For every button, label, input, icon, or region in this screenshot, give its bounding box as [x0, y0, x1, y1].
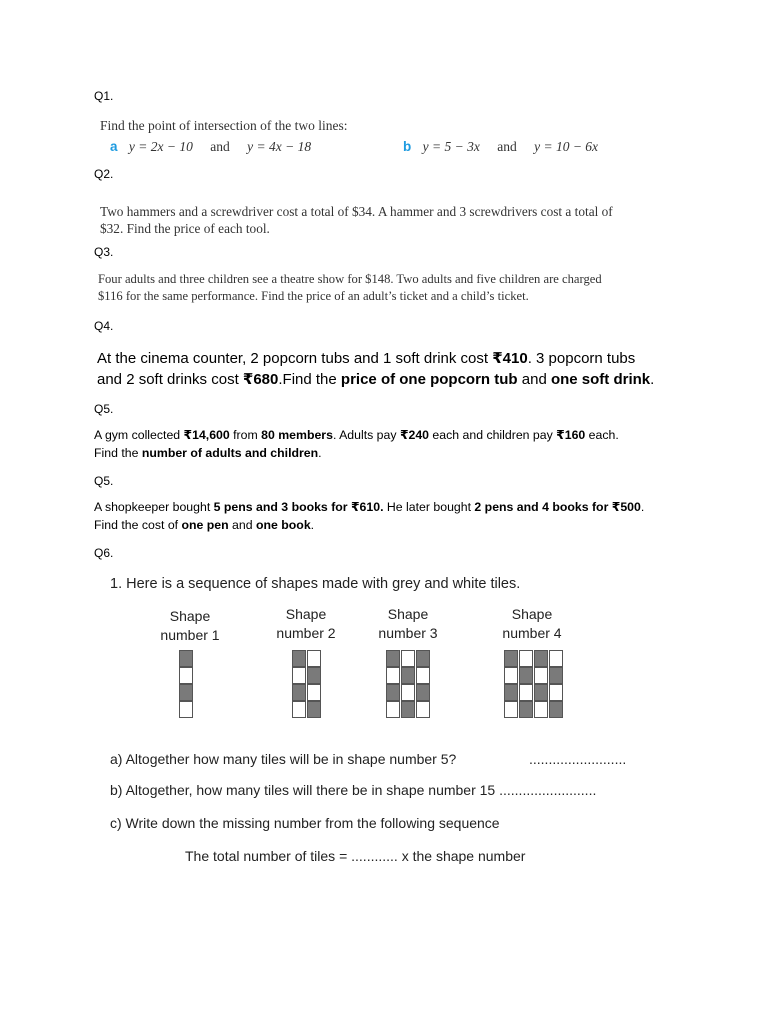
q2-label: Q2.: [94, 167, 114, 181]
q4-text-6: .: [650, 371, 655, 388]
q6-part-a: a) Altogether how many tiles will be in shape number 5?: [110, 751, 457, 767]
tile: [307, 701, 321, 718]
tile: [416, 650, 430, 667]
tile: [534, 650, 548, 667]
tile: [386, 650, 400, 667]
tile: [307, 667, 321, 684]
q3-line-2: $116 for the same performance. Find the price of an adult’s ticket and a child’s ticket.: [98, 289, 529, 303]
q5b-text-1: A shopkeeper bought: [94, 500, 214, 514]
shape-4-word: Shape: [511, 606, 553, 622]
shape-1-number: number 1: [160, 627, 220, 643]
tile: [179, 701, 193, 718]
q1b-equation-2: y = 10 − 6x: [534, 139, 599, 154]
q5a-text-2: from: [229, 428, 262, 442]
tile: [504, 684, 518, 701]
tile: [519, 667, 533, 684]
tile: [401, 667, 415, 684]
q6-intro: 1. Here is a sequence of shapes made with grey and white tiles.: [110, 576, 521, 592]
tile: [401, 684, 415, 701]
tile: [504, 667, 518, 684]
q1-instruction: Find the point of intersection of the two lines:: [100, 118, 348, 133]
q5a-child-price: ₹160: [556, 428, 586, 442]
q6-part-b: b) Altogether, how many tiles will there be in shape number 15 .........................: [110, 782, 597, 798]
shape-3-number: number 3: [378, 625, 438, 641]
q5a-members: 80 members: [261, 428, 333, 442]
q5b-text-3: .: [640, 500, 645, 514]
q5b-ask-1: one pen: [181, 518, 229, 532]
q5b-text-4: Find the cost of: [94, 518, 182, 532]
tile: [179, 684, 193, 701]
q5a-text-1: A gym collected: [94, 428, 184, 442]
tile: [504, 650, 518, 667]
tile: [292, 650, 306, 667]
q3-line-1: Four adults and three children see a theatre show for $148. Two adults and five children are charged: [98, 272, 602, 286]
tile: [307, 684, 321, 701]
tile: [386, 701, 400, 718]
q5-shop-text: [94, 498, 694, 534]
q1-part-b: [403, 139, 598, 155]
q5a-text-5: each.: [585, 428, 619, 442]
q5b-ask-2: one book: [256, 518, 311, 532]
shape-2-caption: [261, 605, 351, 643]
shape-3-word: Shape: [387, 606, 429, 622]
shape-3-caption: [363, 605, 453, 643]
tile: [401, 650, 415, 667]
part-letter-a: a: [110, 139, 118, 154]
tile: [534, 667, 548, 684]
q2-line-1: Two hammers and a screwdriver cost a total of $34. A hammer and 3 screwdrivers cost a total of: [100, 204, 613, 219]
q4-text-2: . 3 popcorn tubs: [527, 350, 636, 367]
q1a-equation-1: y = 2x − 10: [128, 139, 193, 154]
q5b-purchase-1: 5 pens and 3 books for ₹610.: [213, 500, 384, 514]
q5-gym-text: [94, 426, 694, 462]
q5-shop-label: Q5.: [94, 474, 114, 488]
shape-4-number: number 4: [502, 625, 562, 641]
tile: [179, 650, 193, 667]
tile: [307, 650, 321, 667]
q3-label: Q3.: [94, 245, 114, 259]
tile: [416, 684, 430, 701]
tile: [292, 701, 306, 718]
tile: [549, 667, 563, 684]
q5b-text-2: He later bought: [383, 500, 475, 514]
q3-text: [98, 271, 602, 305]
tile: [549, 684, 563, 701]
q1-part-a: [110, 139, 311, 155]
tile: [549, 701, 563, 718]
q4-ask-1: price of one popcorn tub: [340, 371, 518, 388]
shape-2-word: Shape: [285, 606, 327, 622]
shape-1-word: Shape: [169, 608, 211, 624]
shape-2-number: number 2: [276, 625, 336, 641]
shape-2-tiles: [292, 650, 324, 720]
tile: [549, 650, 563, 667]
q4-ask-2: one soft drink: [550, 371, 651, 388]
tile: [292, 667, 306, 684]
tile: [292, 684, 306, 701]
q6-formula: The total number of tiles = ............ x the shape number: [185, 848, 526, 864]
q5a-adult-price: ₹240: [399, 428, 430, 442]
tile: [386, 684, 400, 701]
q4-text-3: and 2 soft drinks cost: [97, 371, 243, 388]
tile: [179, 667, 193, 684]
q1b-and: and: [497, 139, 517, 154]
q5a-text-7: .: [318, 446, 322, 460]
q4-price-2: ₹680: [242, 371, 279, 388]
tile: [534, 684, 548, 701]
q4-text-4: .Find the: [278, 371, 341, 388]
q1b-equation-1: y = 5 − 3x: [422, 139, 480, 154]
q4-label: Q4.: [94, 319, 114, 333]
q5a-total: ₹14,600: [183, 428, 230, 442]
tile: [519, 701, 533, 718]
q2-text: [100, 203, 680, 237]
q1a-equation-2: y = 4x − 18: [247, 139, 312, 154]
q5b-text-6: .: [310, 518, 315, 532]
part-letter-b: b: [403, 139, 412, 154]
q5b-text-5: and: [228, 518, 256, 532]
tile: [519, 684, 533, 701]
q4-text-1: At the cinema counter, 2 popcorn tubs and 1 soft drink cost: [97, 350, 493, 367]
tile: [386, 667, 400, 684]
tile: [519, 650, 533, 667]
q4-text-5: and: [517, 371, 551, 388]
q5b-purchase-2: 2 pens and 4 books for ₹500: [474, 500, 641, 514]
tile: [416, 667, 430, 684]
q6-part-c: c) Write down the missing number from the following sequence: [110, 815, 500, 831]
q2-line-2: $32. Find the price of each tool.: [100, 221, 270, 236]
q5-gym-label: Q5.: [94, 402, 114, 416]
q4-text: [97, 348, 687, 390]
q5a-ask: number of adults and children: [141, 446, 319, 460]
shape-3-tiles: [386, 650, 434, 720]
tile: [401, 701, 415, 718]
q5a-text-3: . Adults pay: [332, 428, 400, 442]
q5a-text-6: Find the: [94, 446, 142, 460]
tile: [504, 701, 518, 718]
tile: [534, 701, 548, 718]
shape-1-caption: [145, 607, 235, 645]
q4-price-1: ₹410: [492, 350, 528, 367]
shape-4-caption: [487, 605, 577, 643]
tile: [416, 701, 430, 718]
shape-1-tiles: [179, 650, 195, 720]
shape-4-tiles: [504, 650, 566, 720]
q6-label: Q6.: [94, 546, 114, 560]
q1-label: Q1.: [94, 89, 114, 103]
q6-part-a-blank: .........................: [529, 751, 627, 767]
q1a-and: and: [210, 139, 230, 154]
q5a-text-4: each and children pay: [429, 428, 557, 442]
